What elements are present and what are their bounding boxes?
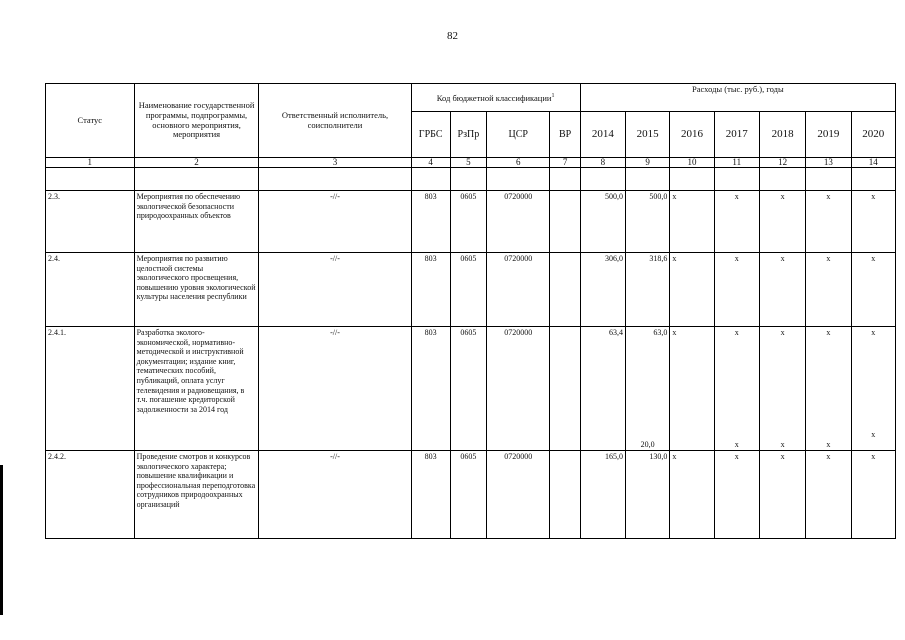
row-value-2018: x (780, 328, 785, 337)
header-executor: Ответственный исполнитель, соисполнители (259, 84, 411, 158)
row-value-2020: x (851, 253, 895, 327)
page-number: 82 (447, 30, 458, 42)
row-rzpr: 0605 (450, 253, 486, 327)
row-sub-value-2019: x (826, 440, 831, 450)
row-value-2019: x (806, 451, 851, 539)
header-code-rzpr: РзПр (450, 112, 486, 158)
row-status: 2.3. (46, 191, 135, 253)
row-name: Разработка эколого-экономической, нормативно-методической и инструктивной документации; издание книг, тематических пособий, публикаций, оплата услуг телевидения и радиовещания, в т.ч. погашение кредиторской задолженности за 2014 год (134, 327, 259, 451)
column-number: 2 (134, 158, 259, 168)
table-row (46, 191, 896, 253)
row-rzpr: 0605 (450, 451, 486, 539)
header-code-csr: ЦСР (487, 112, 550, 158)
column-number: 11 (714, 158, 759, 168)
column-number: 10 (670, 158, 714, 168)
row-status: 2.4.2. (46, 451, 135, 539)
column-number: 7 (550, 158, 580, 168)
row-value-2015: 130,0 (626, 451, 670, 539)
row-value-2015-cell (626, 327, 670, 451)
row-status: 2.4.1. (46, 327, 135, 451)
row-value-2020: x (871, 328, 876, 337)
row-grbs: 803 (411, 191, 450, 253)
header-year-2016: 2016 (670, 112, 714, 158)
row-value-2017: x (714, 253, 759, 327)
row-value-2020: x (851, 451, 895, 539)
table-row (46, 253, 896, 327)
row-grbs: 803 (411, 253, 450, 327)
row-value-2016: x (670, 451, 714, 539)
column-number: 9 (626, 158, 670, 168)
row-sub-value-2020: x (871, 430, 876, 440)
table-row (46, 327, 896, 451)
row-value-2019: x (826, 328, 831, 337)
column-number: 6 (487, 158, 550, 168)
row-vr (550, 253, 580, 327)
column-number: 12 (759, 158, 805, 168)
row-value-2016: x (670, 327, 714, 451)
header-code-grbs: ГРБС (411, 112, 450, 158)
row-name: Мероприятия по развитию целостной системы экологического просвещения, повышению уровня экологической культуры населения республики (134, 253, 259, 327)
column-number: 5 (450, 158, 486, 168)
row-value-2016: x (670, 253, 714, 327)
row-value-2018: x (759, 191, 805, 253)
row-value-2015: 500,0 (626, 191, 670, 253)
row-executor: -//- (259, 327, 411, 451)
scan-edge-line (0, 465, 3, 615)
row-status: 2.4. (46, 253, 135, 327)
row-value-2015: 63,0 (653, 328, 668, 337)
column-number-row (46, 158, 896, 168)
row-value-2019: x (806, 191, 851, 253)
header-code-vr: ВР (550, 112, 580, 158)
row-grbs: 803 (411, 451, 450, 539)
row-csr: 0720000 (487, 327, 550, 451)
column-number: 13 (806, 158, 851, 168)
row-executor: -//- (259, 451, 411, 539)
row-value-2014: 165,0 (580, 451, 625, 539)
budget-table (45, 83, 896, 539)
empty-row (46, 168, 896, 191)
header-year-2015: 2015 (626, 112, 670, 158)
row-value-2017: x (734, 328, 739, 337)
row-value-2020-cell (851, 327, 895, 451)
column-number: 4 (411, 158, 450, 168)
column-number: 3 (259, 158, 411, 168)
row-value-2017: x (714, 191, 759, 253)
header-year-2017: 2017 (714, 112, 759, 158)
row-sub-value-2017: x (734, 440, 739, 450)
header-name: Наименование государственной программы, подпрограммы, основного мероприятия, мероприятия (134, 84, 259, 158)
header-year-2019: 2019 (806, 112, 851, 158)
row-value-2018: x (759, 253, 805, 327)
row-sub-value-2015: 20,0 (640, 440, 655, 450)
row-vr (550, 327, 580, 451)
row-value-2014: 306,0 (580, 253, 625, 327)
row-value-2019-cell (806, 327, 851, 451)
row-value-2014: 63,4 (580, 327, 625, 451)
column-number: 8 (580, 158, 625, 168)
row-name: Мероприятия по обеспечению экологической безопасности природоохранных объектов (134, 191, 259, 253)
table-row (46, 451, 896, 539)
row-rzpr: 0605 (450, 327, 486, 451)
row-grbs: 803 (411, 327, 450, 451)
row-rzpr: 0605 (450, 191, 486, 253)
row-csr: 0720000 (487, 451, 550, 539)
row-value-2020: x (851, 191, 895, 253)
header-year-2014: 2014 (580, 112, 625, 158)
row-executor: -//- (259, 191, 411, 253)
header-expenses: Расходы (тыс. руб.), годы (580, 84, 895, 112)
row-value-2017-cell (714, 327, 759, 451)
header-year-2018: 2018 (759, 112, 805, 158)
header-year-2020: 2020 (851, 112, 895, 158)
row-executor: -//- (259, 253, 411, 327)
header-budget-code-text: Код бюджетной классификации (436, 92, 552, 103)
row-value-2018-cell (759, 327, 805, 451)
header-budget-code-note: 1 (551, 92, 555, 99)
header-status: Статус (46, 84, 135, 158)
row-value-2019: x (806, 253, 851, 327)
row-csr: 0720000 (487, 253, 550, 327)
row-name: Проведение смотров и конкурсов экологического характера; повышение квалификации и профессиональная переподготовка сотрудников природоохранных организаций (134, 451, 259, 539)
row-value-2017: x (714, 451, 759, 539)
row-csr: 0720000 (487, 191, 550, 253)
row-vr (550, 191, 580, 253)
row-value-2015: 318,6 (626, 253, 670, 327)
row-value-2014: 500,0 (580, 191, 625, 253)
row-vr (550, 451, 580, 539)
row-value-2018: x (759, 451, 805, 539)
column-number: 14 (851, 158, 895, 168)
header-budget-code (411, 84, 580, 112)
row-value-2016: x (670, 191, 714, 253)
column-number: 1 (46, 158, 135, 168)
row-sub-value-2018: x (780, 440, 785, 450)
